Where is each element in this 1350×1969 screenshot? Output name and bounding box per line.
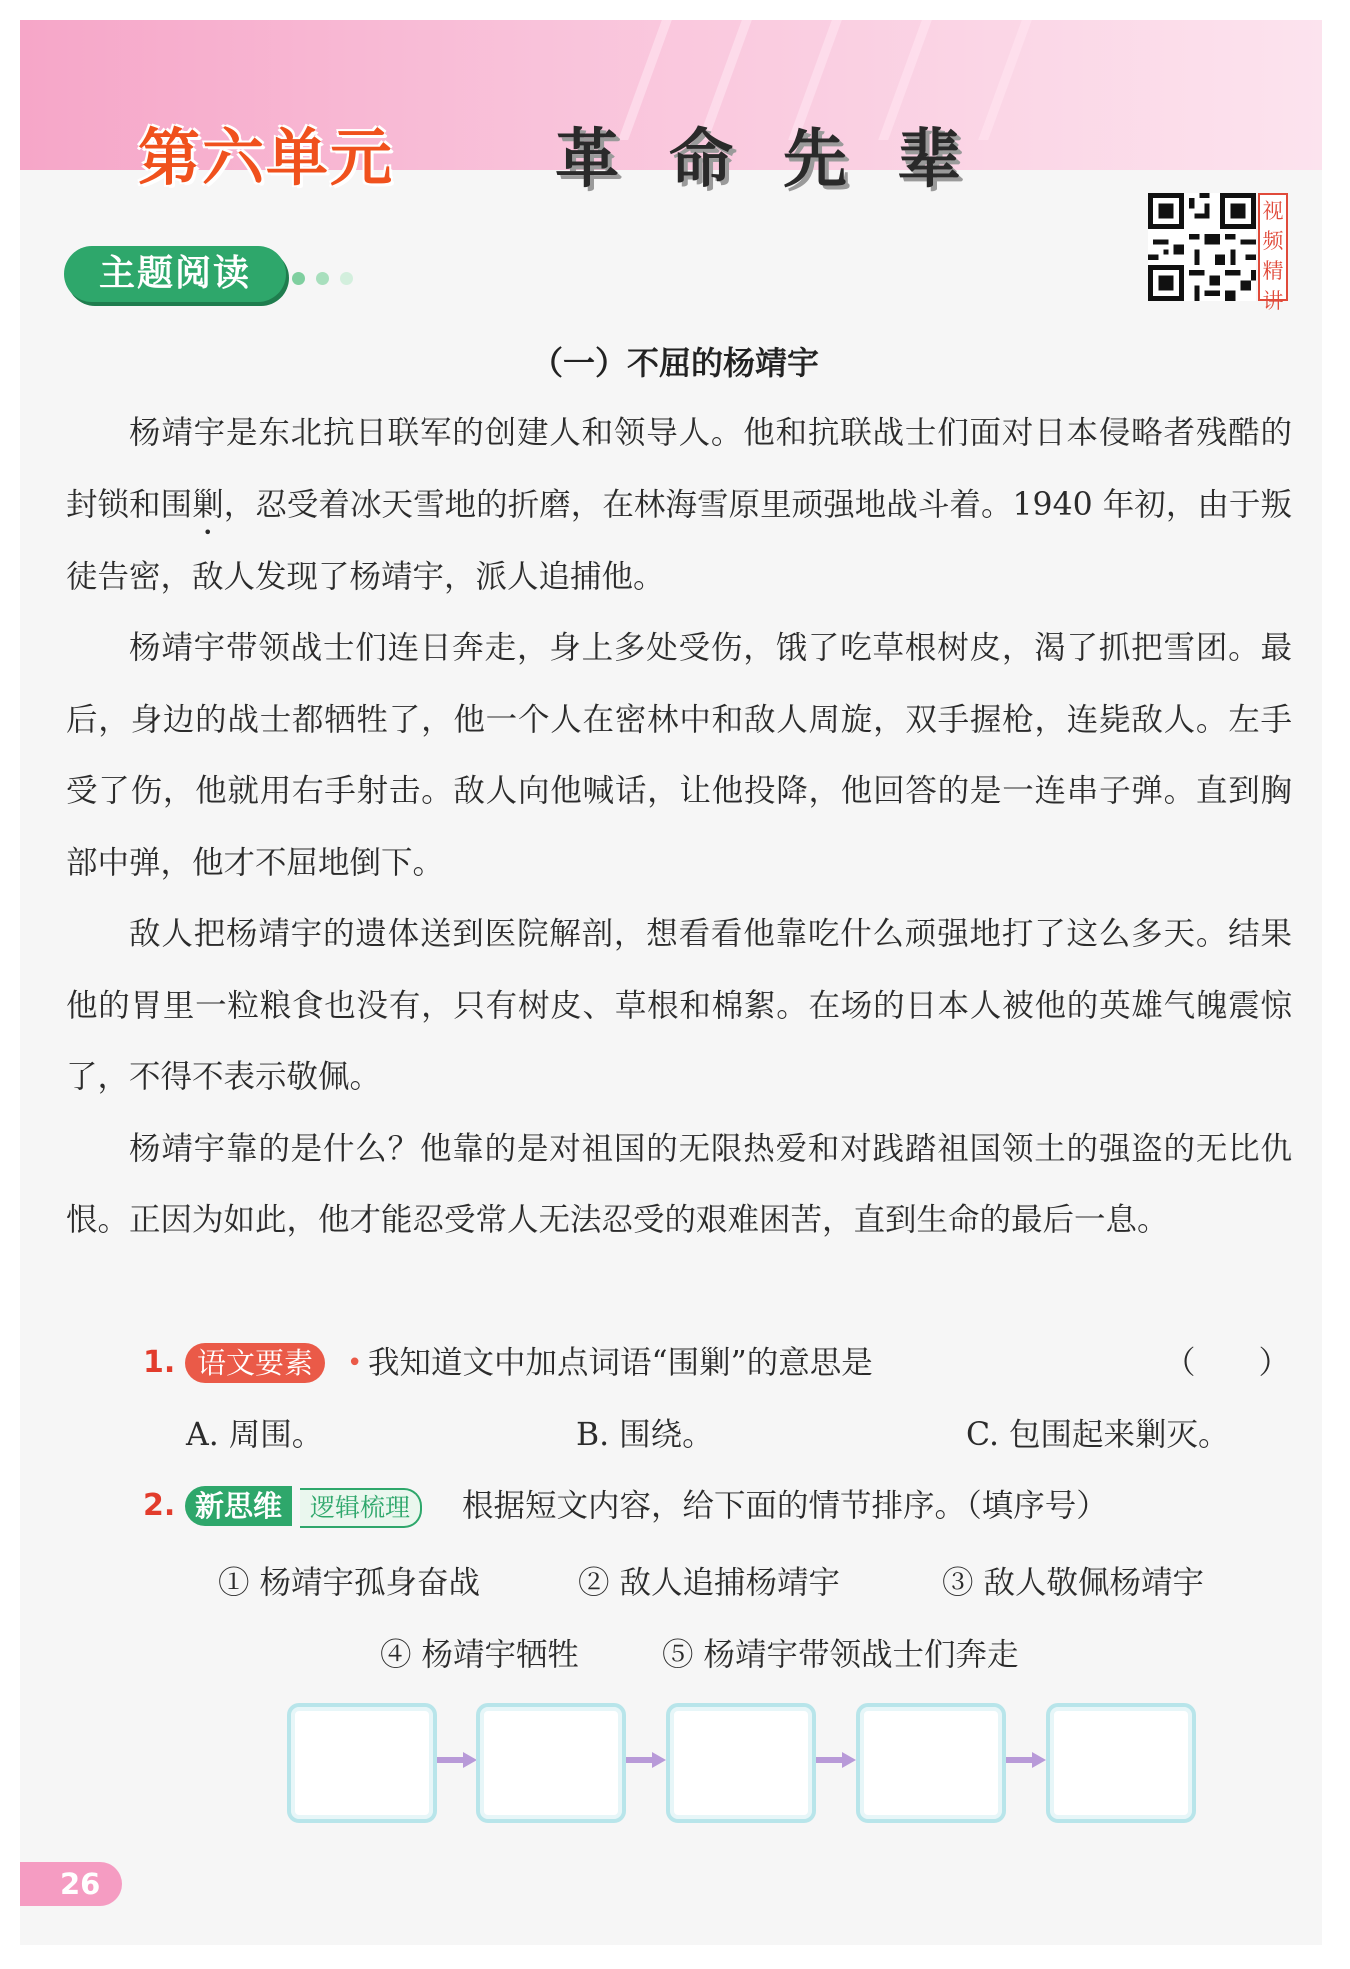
answer-box-2[interactable]	[476, 1703, 626, 1823]
paragraph-4: 杨靖宇靠的是什么？他靠的是对祖国的无限热爱和对践踏祖国领土的强盗的无比仇恨。正因为如此，他才能忍受常人无法忍受的艰难困苦，直到生命的最后一息。	[66, 1130, 1292, 1238]
unit-theme: 革命先辈	[555, 123, 1011, 197]
decorative-dots	[292, 270, 364, 289]
article-title: （一）不屈的杨靖宇	[530, 344, 819, 382]
option-a[interactable]: A. 周围。	[186, 1417, 324, 1453]
option-b[interactable]: B. 围绕。	[576, 1417, 714, 1453]
unit-title: 第六单元	[138, 121, 395, 194]
plot-item-2: ② 敌人追捕杨靖宇	[578, 1565, 841, 1601]
answer-blank[interactable]: （ ）	[1164, 1345, 1291, 1381]
dot-icon	[292, 272, 305, 285]
question-tag: 新思维	[185, 1486, 292, 1526]
page-number: 26	[20, 1862, 122, 1906]
paragraph-1-start: 杨靖宇是东北抗日联军的创建人和领导人。他和抗联战士们面对日本侵略者残酷的封锁和围	[66, 415, 1292, 523]
paragraph-3: 敌人把杨靖宇的遗体送到医院解剖，想看看他靠吃什么顽强地打了这么多天。结果他的胃里一粒粮食也没有，只有树皮、草根和棉絮。在场的日本人被他的英雄气魄震惊了，不得不表示敬佩。	[66, 916, 1292, 1095]
paragraph-1	[66, 398, 1292, 613]
plot-item-5: ⑤ 杨靖宇带领战士们奔走	[662, 1637, 1019, 1673]
plot-item-1: ① 杨靖宇孤身奋战	[218, 1565, 481, 1601]
video-qr[interactable]	[1148, 193, 1292, 313]
question-number: 1.	[143, 1345, 176, 1380]
video-label[interactable]	[1258, 193, 1288, 313]
arrow-right-icon	[626, 1752, 666, 1768]
dot-icon	[316, 272, 329, 285]
arrow-right-icon	[1006, 1752, 1046, 1768]
video-label-char: 视	[1262, 199, 1284, 223]
question-2	[0, 1476, 1350, 1536]
question-1	[0, 1333, 1350, 1393]
tag-dot-icon: •	[347, 1348, 363, 1378]
article-body	[66, 398, 1292, 1257]
question-1-options	[0, 1405, 1350, 1465]
paragraph-1-end: ，忍受着冰天雪地的折磨，在林海雪原里顽强地战斗着。1940 年初，由于叛徒告密，敌人发现了杨靖宇，派人追捕他。	[66, 486, 1292, 595]
answer-box-5[interactable]	[1046, 1703, 1196, 1823]
question-subtag: 逻辑梳理	[300, 1488, 422, 1528]
plot-item-4: ④ 杨靖宇牺牲	[380, 1637, 580, 1673]
dotted-word: 剿	[192, 486, 224, 523]
answer-box-1[interactable]	[287, 1703, 437, 1823]
video-label-char: 精	[1262, 259, 1284, 283]
video-label-char: 频	[1262, 229, 1284, 253]
question-text: 根据短文内容，给下面的情节排序。（填序号）	[462, 1488, 1108, 1524]
question-tag: 语文要素	[185, 1343, 325, 1383]
paragraph-2: 杨靖宇带领战士们连日奔走，身上多处受伤，饿了吃草根树皮，渴了抓把雪团。最后，身边的战士都牺牲了，他一个人在密林中和敌人周旋，双手握枪，连毙敌人。左手受了伤，他就用右手射击。敌人向他喊话，让他投降，他回答的是一连串子弹。直到胸部中弹，他才不屈地倒下。	[66, 630, 1292, 881]
plot-item-3: ③ 敌人敬佩杨靖宇	[942, 1565, 1205, 1601]
answer-box-3[interactable]	[666, 1703, 816, 1823]
arrow-right-icon	[437, 1752, 477, 1768]
question-text: 我知道文中加点词语“围剿”的意思是	[368, 1345, 873, 1381]
answer-box-4[interactable]	[856, 1703, 1006, 1823]
video-label-char: 讲	[1262, 289, 1284, 313]
arrow-right-icon	[816, 1752, 856, 1768]
qr-code-icon[interactable]	[1148, 193, 1256, 301]
section-badge: 主题阅读	[64, 246, 286, 302]
question-number: 2.	[143, 1488, 176, 1523]
dot-icon	[340, 272, 353, 285]
option-c[interactable]: C. 包围起来剿灭。	[966, 1417, 1230, 1453]
